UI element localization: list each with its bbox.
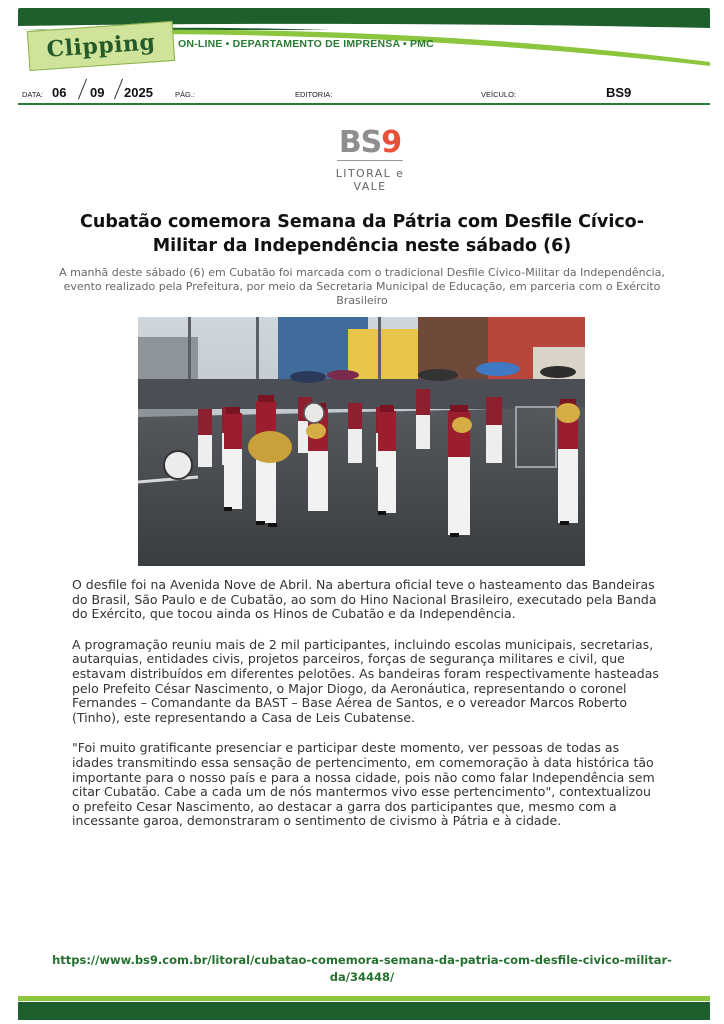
source-url[interactable]	[40, 952, 684, 986]
clipping-label: Clipping	[45, 29, 157, 63]
date-divider	[114, 79, 123, 100]
headline-line-2: Militar da Independência neste sábado (6)	[152, 236, 572, 256]
date-divider	[78, 79, 87, 100]
meta-divider	[18, 103, 710, 105]
header-caption: ON-LINE • DEPARTAMENTO DE IMPRENSA • PMC	[178, 38, 434, 50]
veiculo-label: VEÍCULO:	[481, 90, 517, 99]
article-deck: A manhã deste sábado (6) em Cubatão foi marcada com o tradicional Desfile Cívico-Militar da Independência, evento realizado pela Prefeitura, por meio da Secretaria Municipal de Educação, em parceria com o Exército Brasileiro	[59, 266, 665, 307]
date-label: DATA:	[22, 90, 43, 99]
paragraph: "Foi muito gratificante presenciar e participar deste momento, ver pessoas de todas as idades transmitindo essa sensação de pertencimento, em comemoração à data histórica tão importante para o nosso país e para a nossa cidade, pois não como falar Independência sem citar Cubatão. Cabe a cada um de nós mantermos vivo esse pertencimento", contextualizou o prefeito Cesar Nascimento, ao destacar a garra dos participantes que, mesmo com a incessante garoa, demonstraram o sentimento de civismo à Pátria e à cidade.	[72, 740, 655, 829]
logo-mark-bs: BS	[338, 125, 382, 160]
logo-subtitle: LITORAL e VALE	[335, 167, 405, 193]
date-day: 06	[52, 85, 67, 100]
footer-bar	[18, 1002, 710, 1020]
page-label: PÁG.:	[175, 90, 196, 99]
logo-mark-9: 9	[381, 125, 402, 160]
article-headline	[40, 210, 684, 258]
logo-rule	[337, 160, 403, 161]
footer-accent-bar	[18, 996, 710, 1001]
logo-mark	[320, 126, 420, 160]
headline-line-1: Cubatão comemora Semana da Pátria com Desfile Cívico-	[80, 212, 644, 232]
source-url-line-2[interactable]: da/34448/	[329, 970, 395, 984]
veiculo-value: BS9	[606, 85, 632, 100]
meta-row	[18, 84, 710, 102]
date-month: 09	[90, 85, 105, 100]
paragraph: A programação reuniu mais de 2 mil participantes, incluindo escolas municipais, secretarias, autarquias, entidades civis, projetos parceiros, forças de segurança militares e civil, que estavam distribuídos em diferentes pelotões. As bandeiras foram respectivamente hasteadas pelo Prefeito César Nascimento, o Major Diogo, da Aeronáutica, representando o coronel Fernandes – Comandante da BAST – Base Aérea de Santos, e o vereador Marcos Roberto (Tinho), este representando a Casa de Leis Cubatense.	[72, 636, 659, 725]
paragraph: O desfile foi na Avenida Nove de Abril. Na abertura oficial teve o hasteamento das Bandeiras do Brasil, São Paulo e de Cubatão, ao som do Hino Nacional Brasileiro, executado pela Banda do Exército, que tocou ainda os Hinos de Cubatão e da Independência.	[72, 577, 657, 622]
article-body	[72, 578, 660, 845]
source-url-line-1[interactable]: https://www.bs9.com.br/litoral/cubatao-comemora-semana-da-patria-com-desfile-civico-militar-	[52, 953, 672, 967]
parade-photo-image	[138, 317, 585, 566]
date-year: 2025	[124, 85, 153, 100]
parade-photo	[138, 317, 585, 566]
bs9-logo	[320, 125, 420, 193]
editoria-label: EDITORIA:	[295, 90, 333, 99]
